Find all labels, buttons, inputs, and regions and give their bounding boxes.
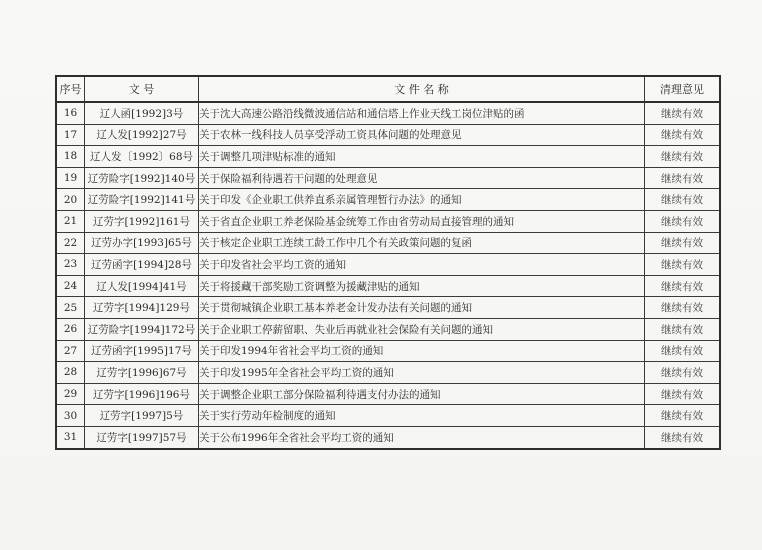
- row-no: 30: [56, 405, 85, 427]
- table-row: [56, 318, 720, 340]
- row-doc-no: 辽劳字[1997]5号: [85, 405, 199, 427]
- row-no: 20: [56, 189, 85, 211]
- row-name: 关于印发1995年全省社会平均工资的通知: [199, 362, 645, 384]
- table-row: [56, 102, 720, 124]
- row-doc-no: 辽劳字[1996]196号: [85, 383, 199, 405]
- row-doc-no: 辽劳字[1996]67号: [85, 362, 199, 384]
- row-name: 关于核定企业职工连续工龄工作中几个有关政策问题的复函: [199, 232, 645, 254]
- row-name: 关于保险福利待遇若干问题的处理意见: [199, 167, 645, 189]
- row-opinion: 继续有效: [645, 102, 721, 124]
- row-no: 27: [56, 340, 85, 362]
- row-doc-no: 辽人函[1992]3号: [85, 102, 199, 124]
- row-no: 23: [56, 254, 85, 276]
- row-doc-no: 辽人发[1994]41号: [85, 275, 199, 297]
- row-name: 关于贯彻城镇企业职工基本养老金计发办法有关问题的通知: [199, 297, 645, 319]
- row-name: 关于实行劳动年检制度的通知: [199, 405, 645, 427]
- row-no: 24: [56, 275, 85, 297]
- row-name: 关于印发省社会平均工资的通知: [199, 254, 645, 276]
- row-no: 31: [56, 426, 85, 448]
- row-opinion: 继续有效: [645, 232, 721, 254]
- row-name: 关于印发《企业职工供养直系亲属管理暂行办法》的通知: [199, 189, 645, 211]
- row-name: 关于调整企业职工部分保险福利待遇支付办法的通知: [199, 383, 645, 405]
- table-row: [56, 405, 720, 427]
- row-name: 关于沈大高速公路沿线微波通信站和通信塔上作业天线工岗位津贴的函: [199, 102, 645, 124]
- row-name: 关于将援藏干部奖励工资调整为援藏津贴的通知: [199, 275, 645, 297]
- row-no: 26: [56, 318, 85, 340]
- row-doc-no: 辽劳办字[1993]65号: [85, 232, 199, 254]
- header-doc-no: 文 号: [85, 76, 199, 102]
- row-doc-no: 辽劳字[1997]57号: [85, 426, 199, 448]
- header-no: 序号: [56, 76, 85, 102]
- row-doc-no: 辽劳险字[1992]141号: [85, 189, 199, 211]
- table-row: [56, 210, 720, 232]
- row-opinion: 继续有效: [645, 405, 721, 427]
- document-table: [55, 75, 721, 450]
- row-doc-no: 辽人发[1992]27号: [85, 124, 199, 146]
- row-opinion: 继续有效: [645, 318, 721, 340]
- row-no: 22: [56, 232, 85, 254]
- row-doc-no: 辽人发〔1992〕68号: [85, 146, 199, 168]
- row-doc-no: 辽劳险字[1992]140号: [85, 167, 199, 189]
- row-no: 25: [56, 297, 85, 319]
- row-no: 19: [56, 167, 85, 189]
- row-no: 16: [56, 102, 85, 124]
- row-no: 17: [56, 124, 85, 146]
- row-opinion: 继续有效: [645, 124, 721, 146]
- table-row: [56, 383, 720, 405]
- table-row: [56, 362, 720, 384]
- row-doc-no: 辽劳险字[1994]172号: [85, 318, 199, 340]
- row-name: 关于调整几项津贴标准的通知: [199, 146, 645, 168]
- row-opinion: 继续有效: [645, 383, 721, 405]
- row-doc-no: 辽劳字[1992]161号: [85, 210, 199, 232]
- row-opinion: 继续有效: [645, 254, 721, 276]
- table-row: [56, 124, 720, 146]
- row-opinion: 继续有效: [645, 146, 721, 168]
- row-opinion: 继续有效: [645, 297, 721, 319]
- row-opinion: 继续有效: [645, 426, 721, 448]
- table-body: [56, 102, 720, 449]
- row-opinion: 继续有效: [645, 189, 721, 211]
- row-no: 28: [56, 362, 85, 384]
- row-name: 关于公布1996年全省社会平均工资的通知: [199, 426, 645, 448]
- row-opinion: 继续有效: [645, 275, 721, 297]
- row-no: 29: [56, 383, 85, 405]
- table-row: [56, 254, 720, 276]
- table-row: [56, 189, 720, 211]
- table-row: [56, 146, 720, 168]
- row-doc-no: 辽劳函字[1994]28号: [85, 254, 199, 276]
- row-name: 关于农林一线科技人员享受浮动工资具体问题的处理意见: [199, 124, 645, 146]
- row-name: 关于省直企业职工养老保险基金统筹工作由省劳动局直接管理的通知: [199, 210, 645, 232]
- row-doc-no: 辽劳函字[1995]17号: [85, 340, 199, 362]
- table-header-row: [56, 76, 720, 102]
- table-row: [56, 340, 720, 362]
- row-no: 18: [56, 146, 85, 168]
- header-opinion: 清理意见: [645, 76, 721, 102]
- row-opinion: 继续有效: [645, 167, 721, 189]
- row-no: 21: [56, 210, 85, 232]
- row-doc-no: 辽劳字[1994]129号: [85, 297, 199, 319]
- row-name: 关于印发1994年省社会平均工资的通知: [199, 340, 645, 362]
- row-name: 关于企业职工停薪留职、失业后再就业社会保险有关问题的通知: [199, 318, 645, 340]
- table-row: [56, 275, 720, 297]
- row-opinion: 继续有效: [645, 340, 721, 362]
- table-row: [56, 167, 720, 189]
- table-row: [56, 297, 720, 319]
- table-row: [56, 232, 720, 254]
- row-opinion: 继续有效: [645, 362, 721, 384]
- header-name: 文 件 名 称: [199, 76, 645, 102]
- row-opinion: 继续有效: [645, 210, 721, 232]
- table-row: [56, 426, 720, 448]
